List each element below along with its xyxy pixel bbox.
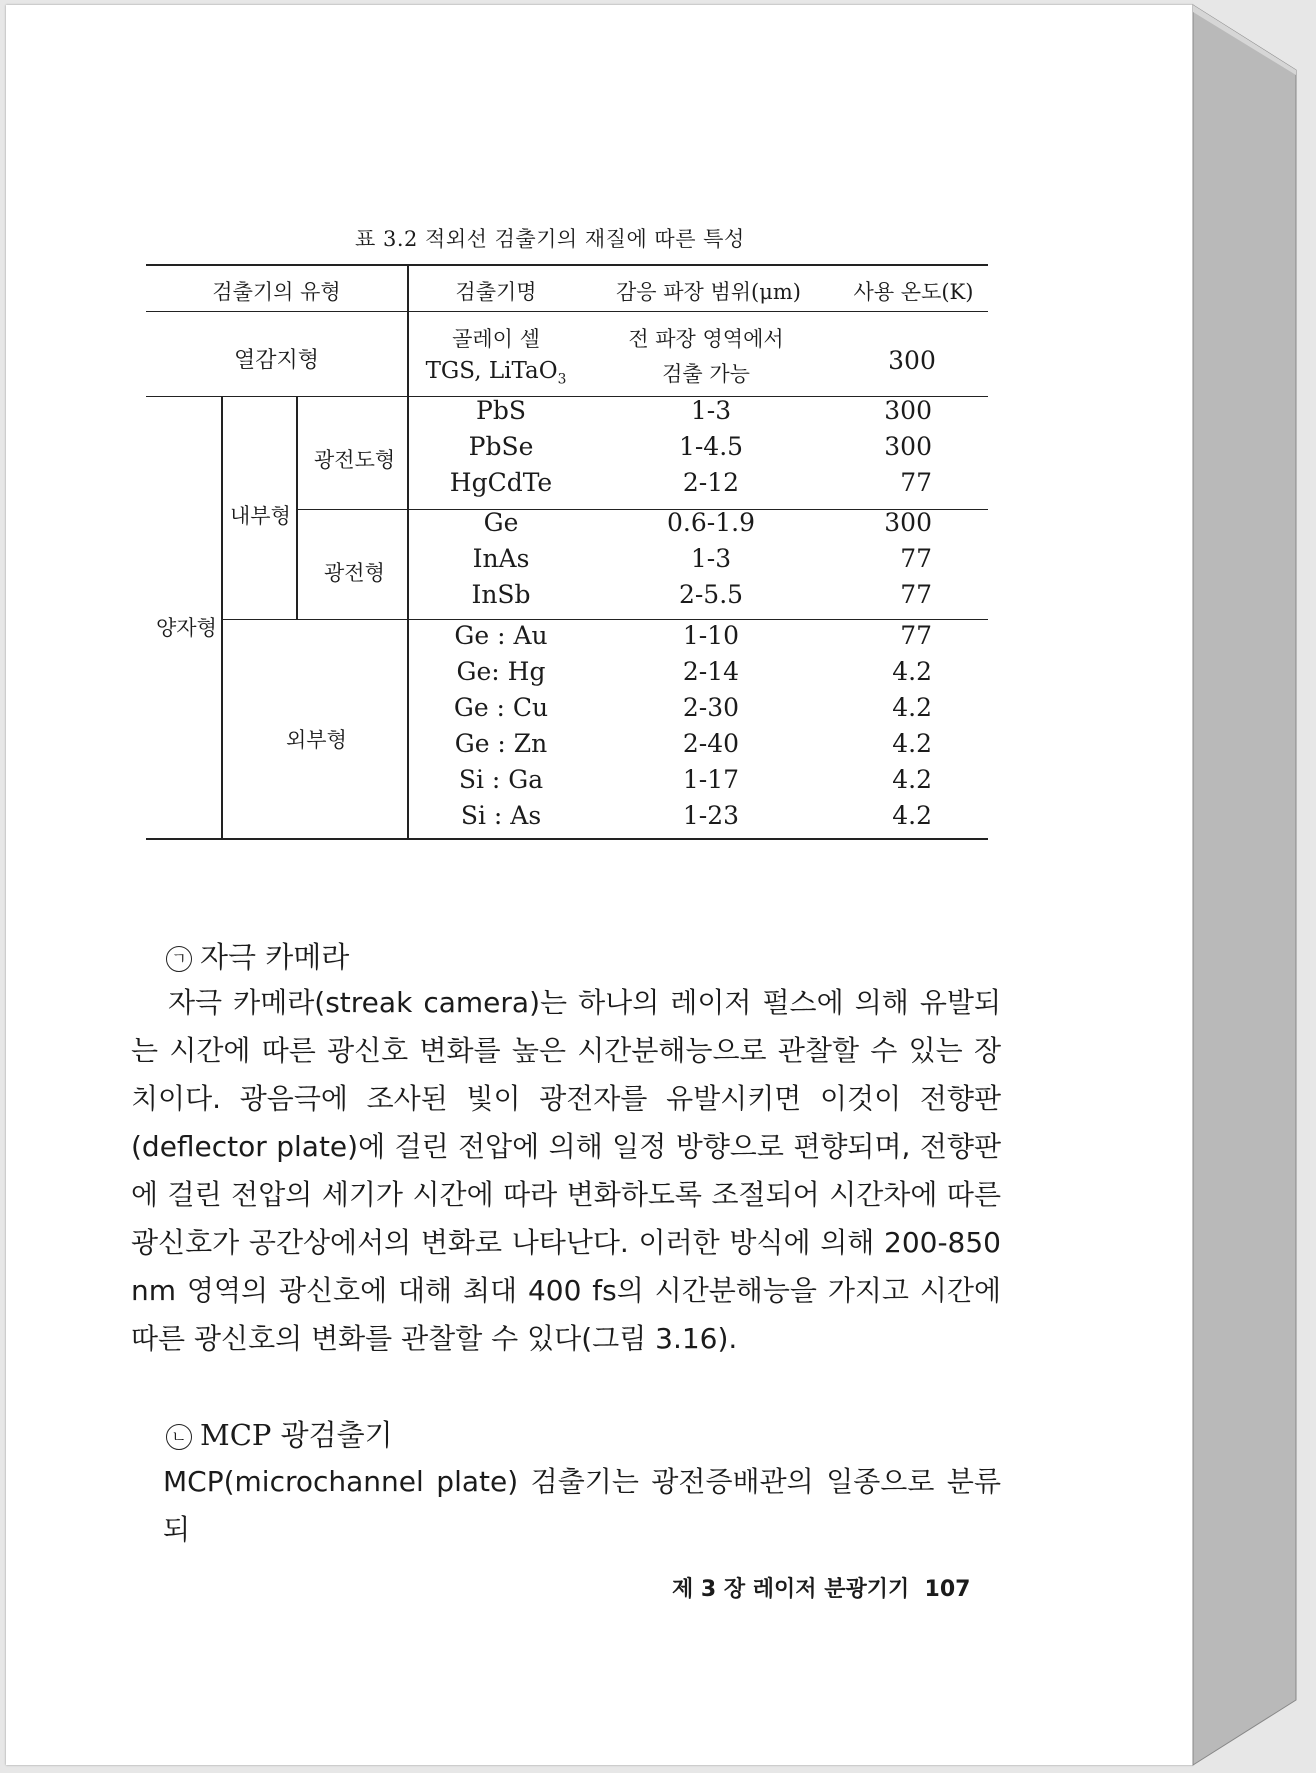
section1-paragraph: 자극 카메라(streak camera)는 하나의 레이저 펄스에 의해 유발되는 시간에 따른 광신호 변화를 높은 시간분해능으로 관찰할 수 있는 장치이다. 광음극에 조사된 빛이 광전자를 유발시키면 이것이 전향판(deflector plate)에 걸린 전압에 의해 일정 방향으로 편향되며, 전향판에 걸린 전압의 세기가 시간에 따라 변화하도록 조절되어 시간차에 따른 광신호가 공간상에서의 변화로 나타난다. 이러한 방식에 의해 200-850 nm 영역의 광신호에 대해 최대 400 fs의 시간분해능을 가지고 시간에 따른 광신호의 변화를 관찰할 수 있다(그림 3.16). bbox=[131, 986, 1001, 1355]
thermal-name-line2: TGS, LiTaO$_3$ bbox=[425, 358, 567, 388]
photovoltaic-label: 광전형 bbox=[324, 561, 385, 585]
detector-range: 2-14 bbox=[682, 657, 740, 686]
section1-title: 자극 카메라 bbox=[200, 940, 350, 974]
quantum-label: 양자형 bbox=[156, 616, 217, 640]
footer-chapter: 제 3 장 레이저 분광기기 bbox=[672, 1577, 910, 1602]
section2-paragraph: MCP(microchannel plate) 검출기는 광전증배관의 일종으로 분류되 bbox=[163, 1465, 1001, 1546]
detector-range: 2-30 bbox=[682, 693, 740, 722]
thermal-name-line1: 골레이 셀 bbox=[452, 327, 540, 351]
detector-name: PbSe bbox=[468, 432, 534, 461]
detector-temp: 300 bbox=[884, 432, 932, 461]
detector-temp: 4.2 bbox=[892, 765, 932, 794]
section2-marker: ㄴ bbox=[166, 1424, 192, 1450]
section2-title: MCP 광검출기 bbox=[200, 1418, 393, 1452]
detector-range: 1-3 bbox=[690, 544, 732, 573]
thermal-temp: 300 bbox=[888, 346, 936, 375]
detector-temp: 300 bbox=[884, 396, 932, 425]
detector-name: Ge : Cu bbox=[453, 693, 549, 722]
detector-temp: 4.2 bbox=[892, 657, 932, 686]
detector-temp: 4.2 bbox=[892, 801, 932, 830]
detector-range: 1-10 bbox=[682, 621, 740, 650]
detector-range: 2-12 bbox=[682, 468, 740, 497]
detector-range: 1-23 bbox=[682, 801, 740, 830]
detector-name: Ge : Zn bbox=[454, 729, 548, 758]
detector-range: 2-5.5 bbox=[678, 580, 744, 609]
header-name: 검출기명 bbox=[455, 280, 537, 304]
detector-name: Si : As bbox=[460, 801, 542, 830]
page-number: 107 bbox=[924, 1577, 971, 1602]
detector-temp: 4.2 bbox=[892, 729, 932, 758]
external-label: 외부형 bbox=[286, 728, 347, 752]
detector-name: InAs bbox=[472, 544, 530, 573]
detector-temp: 77 bbox=[900, 621, 932, 650]
header-temp: 사용 온도(K) bbox=[853, 280, 974, 304]
detector-range: 1-17 bbox=[682, 765, 740, 794]
detector-temp: 4.2 bbox=[892, 693, 932, 722]
section1-marker: ㄱ bbox=[166, 946, 192, 972]
header-type: 검출기의 유형 bbox=[212, 280, 341, 304]
detector-range: 1-4.5 bbox=[678, 432, 744, 461]
detector-name: Ge : Au bbox=[454, 621, 548, 650]
header-range: 감응 파장 범위(μm) bbox=[615, 280, 801, 304]
detector-range: 0.6-1.9 bbox=[667, 508, 755, 537]
detector-name: PbS bbox=[476, 396, 526, 425]
detector-temp: 77 bbox=[900, 580, 932, 609]
detector-name: Ge: Hg bbox=[456, 657, 546, 686]
thermal-type-label: 열감지형 bbox=[234, 348, 320, 373]
detector-range: 1-3 bbox=[690, 396, 732, 425]
detector-name: Ge bbox=[483, 508, 519, 537]
photoconductive-label: 광전도형 bbox=[314, 448, 396, 472]
thermal-range-line2: 검출 가능 bbox=[662, 362, 750, 386]
detector-range: 2-40 bbox=[682, 729, 740, 758]
detector-name: HgCdTe bbox=[449, 468, 553, 497]
internal-label: 내부형 bbox=[230, 504, 291, 528]
detector-temp: 77 bbox=[900, 468, 932, 497]
detector-temp: 77 bbox=[900, 544, 932, 573]
detector-temp: 300 bbox=[884, 508, 932, 537]
detector-name: InSb bbox=[471, 580, 531, 609]
thermal-range-line1: 전 파장 영역에서 bbox=[628, 327, 784, 351]
table-caption: 표 3.2 적외선 검출기의 재질에 따른 특성 bbox=[355, 227, 745, 251]
detector-name: Si : Ga bbox=[458, 765, 544, 794]
